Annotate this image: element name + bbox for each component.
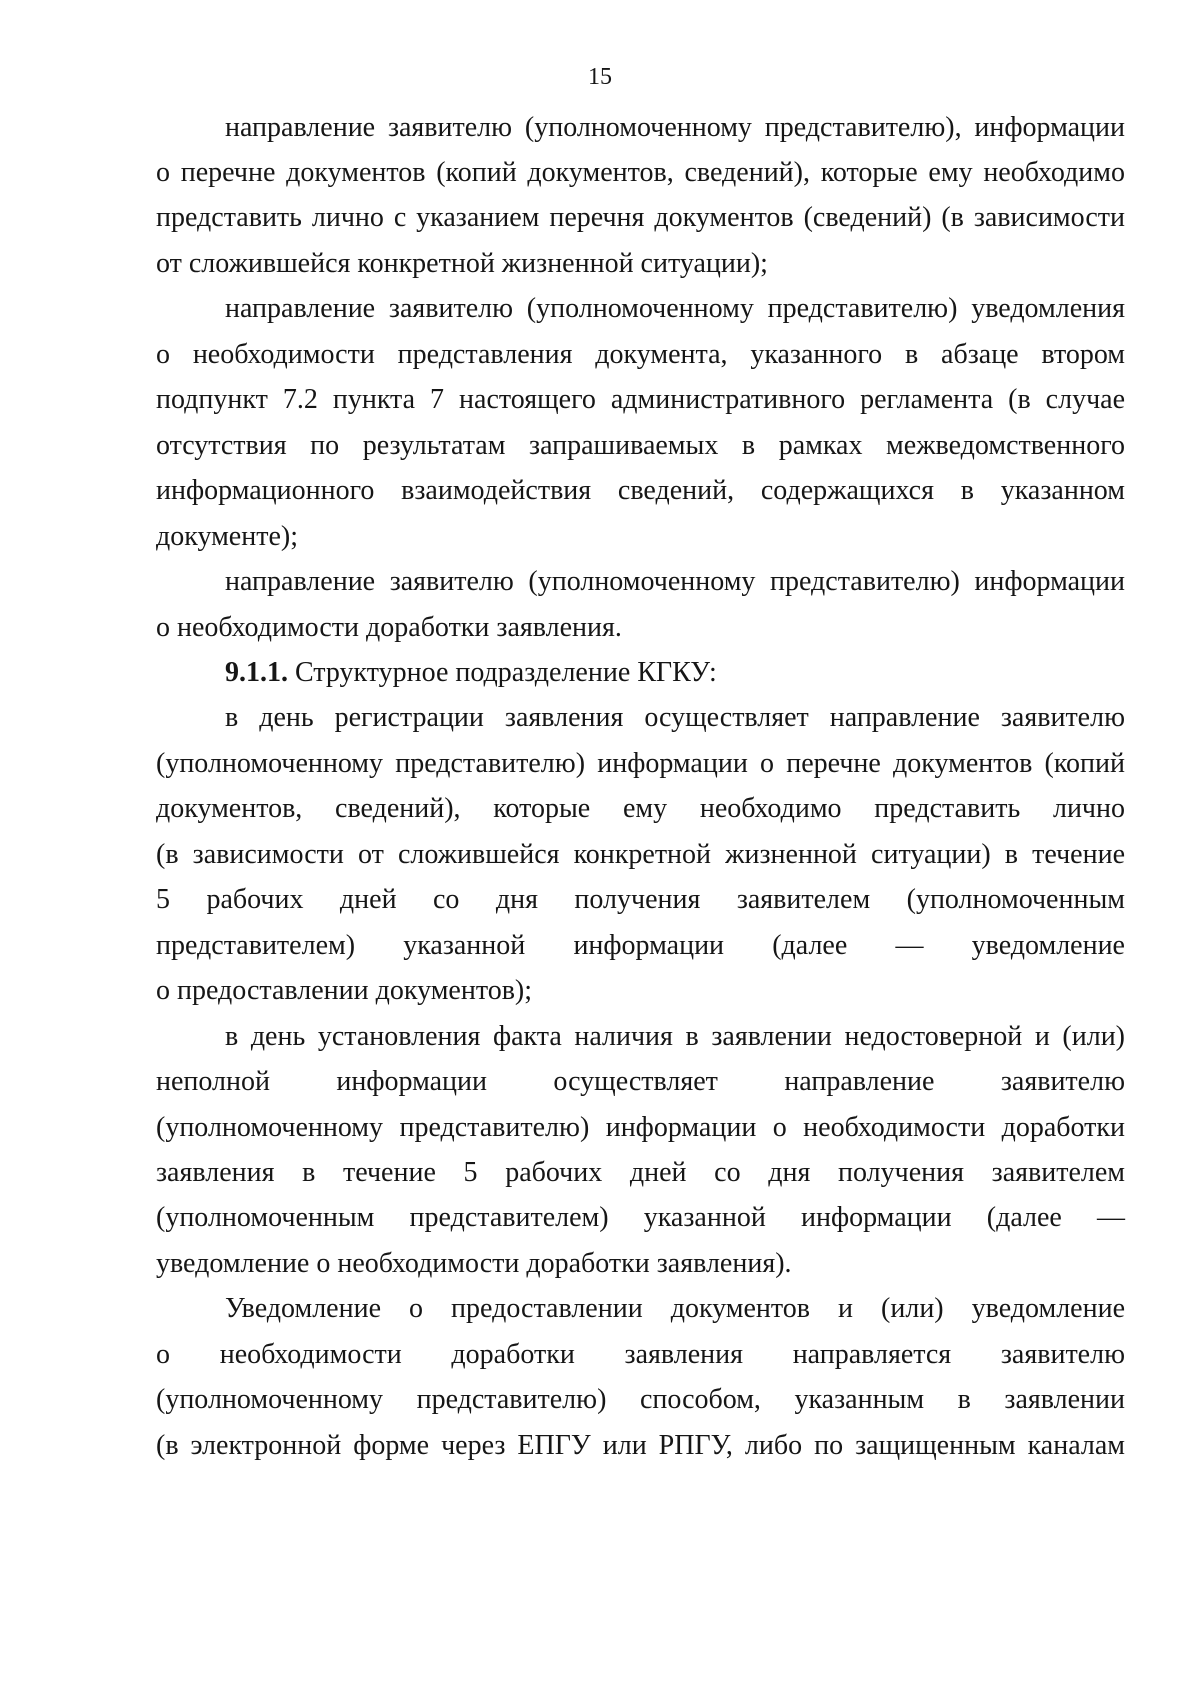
text-line: 5 рабочих дней со дня получения заявителем (уполномоченным — [156, 884, 1125, 915]
section-heading-text: Структурное подразделение КГКУ: — [288, 657, 717, 688]
text-line: заявления в течение 5 рабочих дней со дня получения заявителем — [156, 1157, 1125, 1188]
text-line: направление заявителю (уполномоченному представителю) уведомления — [225, 293, 1125, 324]
section-heading-line — [225, 655, 1125, 691]
text-line: представить лично с указанием перечня документов (сведений) (в зависимости — [156, 202, 1125, 233]
section-number: 9.1.1. — [225, 657, 288, 688]
text-line: уведомление о необходимости доработки заявления). — [156, 1248, 792, 1279]
text-line: информационного взаимодействия сведений, содержащихся в указанном — [156, 475, 1125, 506]
text-line: о необходимости доработки заявления. — [156, 612, 622, 643]
text-line: неполной информации осуществляет направление заявителю — [156, 1066, 1125, 1097]
text-line: документов, сведений), которые ему необходимо представить лично — [156, 793, 1125, 824]
text-line: (уполномоченному представителю) информации о необходимости доработки — [156, 1112, 1125, 1143]
text-line: о перечне документов (копий документов, сведений), которые ему необходимо — [156, 157, 1125, 188]
text-line: Уведомление о предоставлении документов и (или) уведомление — [225, 1293, 1125, 1324]
text-line: в день установления факта наличия в заявлении недостоверной и (или) — [225, 1021, 1125, 1052]
text-line: в день регистрации заявления осуществляет направление заявителю — [225, 702, 1125, 733]
text-line: направление заявителю (уполномоченному представителю), информации — [225, 112, 1125, 143]
text-line: о необходимости доработки заявления направляется заявителю — [156, 1339, 1125, 1370]
text-line: отсутствия по результатам запрашиваемых в рамках межведомственного — [156, 430, 1125, 461]
page-number: 15 — [588, 64, 612, 90]
text-line: (уполномоченному представителю) способом, указанным в заявлении — [156, 1384, 1125, 1415]
text-line: о необходимости представления документа, указанного в абзаце втором — [156, 339, 1125, 370]
text-line: (в электронной форме через ЕПГУ или РПГУ, либо по защищенным каналам — [156, 1430, 1125, 1461]
text-line: направление заявителю (уполномоченному представителю) информации — [225, 566, 1125, 597]
text-line: о предоставлении документов); — [156, 975, 533, 1006]
text-line: подпункт 7.2 пункта 7 настоящего административного регламента (в случае — [156, 384, 1125, 415]
text-line: (уполномоченным представителем) указанной информации (далее — — [156, 1202, 1125, 1233]
text-line: представителем) указанной информации (далее — уведомление — [156, 930, 1125, 961]
text-line: (уполномоченному представителю) информации о перечне документов (копий — [156, 748, 1125, 779]
text-line: от сложившейся конкретной жизненной ситуации); — [156, 248, 768, 279]
text-line: документе); — [156, 521, 298, 552]
text-line: (в зависимости от сложившейся конкретной жизненной ситуации) в течение — [156, 839, 1125, 870]
